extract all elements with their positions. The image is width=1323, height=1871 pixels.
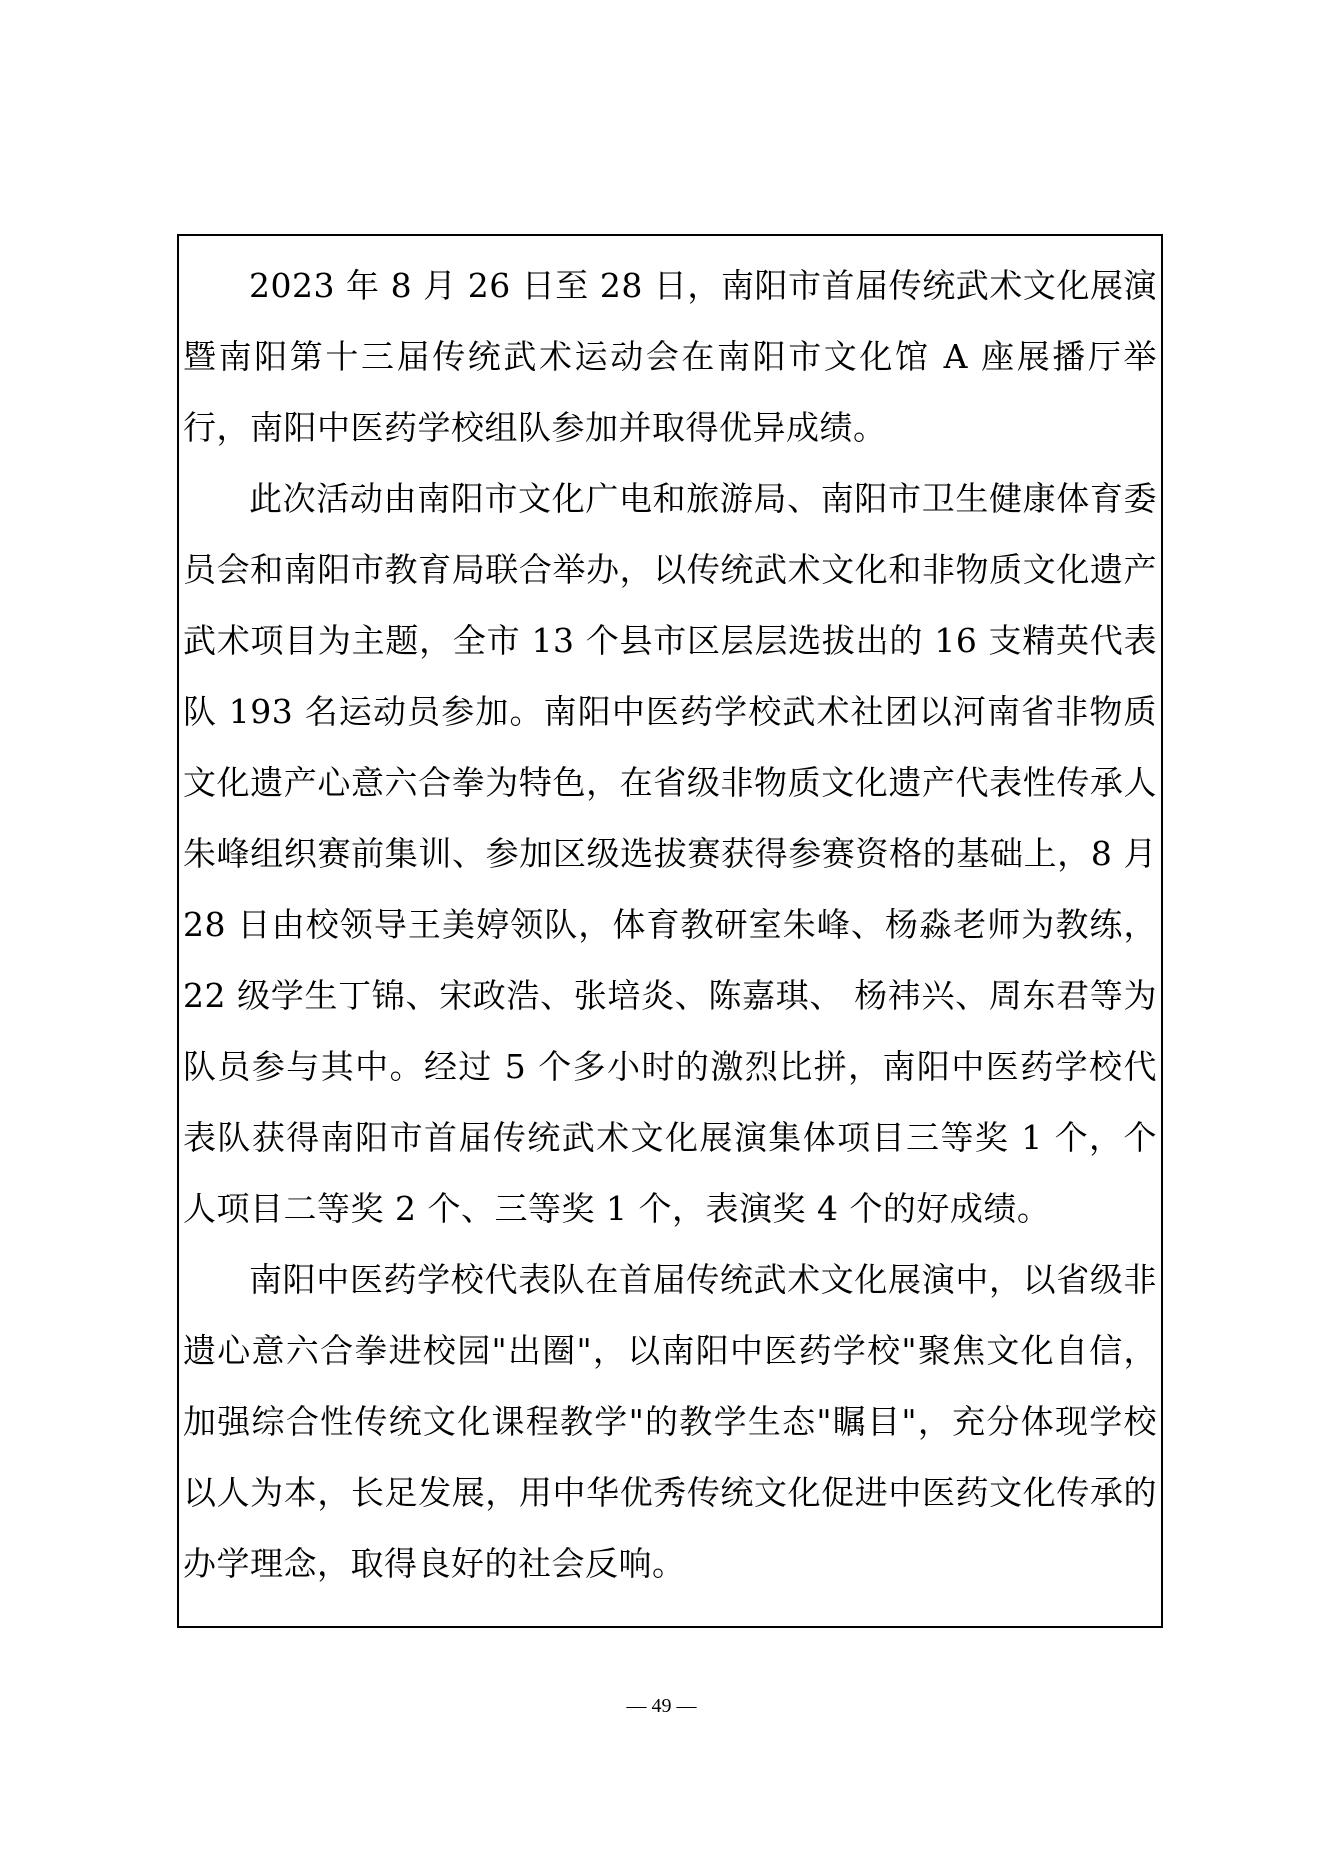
paragraph-event-significance: 南阳中医药学校代表队在首届传统武术文化展演中，以省级非遗心意六合拳进校园"出圈"，以南阳中医药学校"聚焦文化自信，加强综合性传统文化课程教学"的教学生态"瞩目"，充分体现学校以人为本，长足发展，用中华优秀传统文化促进中医药文化传承的办学理念，取得良好的社会反响。 xyxy=(183,1260,1157,1583)
page-number: — 49 — xyxy=(626,1695,697,1717)
text-frame xyxy=(177,234,1163,1628)
paragraph-event-summary: 2023 年 8 月 26 日至 28 日，南阳市首届传统武术文化展演暨南阳第十三届传统武术运动会在南阳市文化馆 A 座展播厅举行，南阳中医药学校组队参加并取得优异成绩。 xyxy=(183,266,1157,447)
paragraph-event-details: 此次活动由南阳市文化广电和旅游局、南阳市卫生健康体育委员会和南阳市教育局联合举办，以传统武术文化和非物质文化遗产武术项目为主题，全市 13 个县市区层层选拔出的 16 支精英代表队 193 名运动员参加。南阳中医药学校武术社团以河南省非物质文化遗产心意六合拳为特色，在省级非物质文化遗产代表性传承人朱峰组织赛前集训、参加区级选拔赛获得参赛资格的基础上，8 月 28 日由校领导王美婷领队，体育教研室朱峰、杨淼老师为教练，22 级学生丁锦、宋政浩、张培炎、陈嘉琪、 杨祎兴、周东君等为队员参与其中。经过 5 个多小时的激烈比拼，南阳中医药学校代表队获得南阳市首届传统武术文化展演集体项目三等奖 1 个，个人项目二等奖 2 个、三等奖 1 个，表演奖 4 个的好成绩。 xyxy=(183,479,1157,1228)
